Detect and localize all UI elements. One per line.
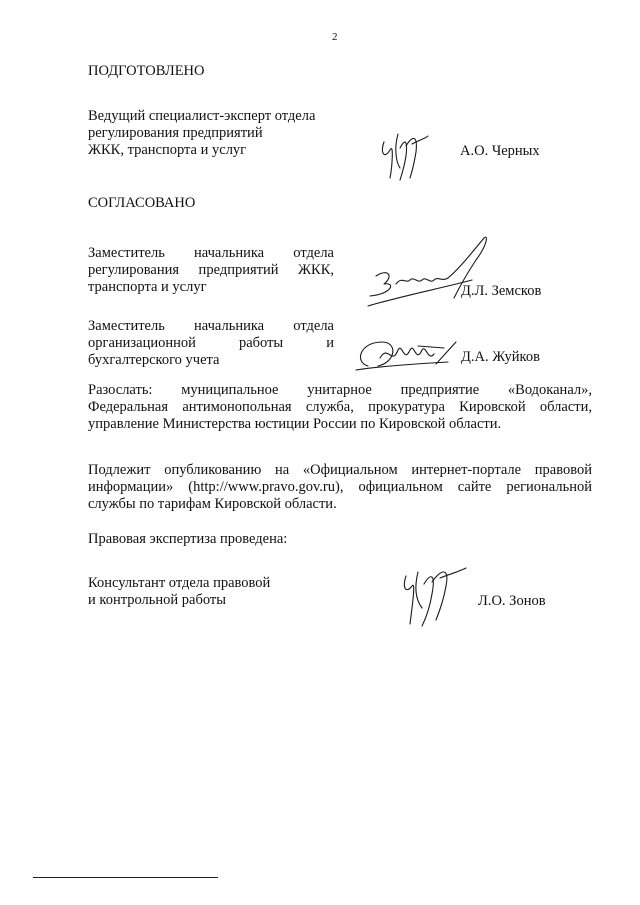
signer-1-position-line: Заместитель начальника отдела	[88, 245, 334, 261]
signer-1-position-line: регулирования предприятий ЖКК,	[88, 262, 334, 278]
prepared-position-line: регулирования предприятий	[88, 125, 263, 141]
distribution-line: Федеральная антимонопольная служба, прокуратура Кировской области,	[88, 399, 592, 415]
prepared-position-line: ЖКК, транспорта и услуг	[88, 142, 247, 158]
legal-review-position-line: и контрольной работы	[88, 592, 226, 608]
legal-review-text: Правовая экспертиза проведена:	[88, 531, 288, 547]
prepared-heading: ПОДГОТОВЛЕНО	[88, 63, 205, 79]
prepared-position-line: Ведущий специалист-эксперт отдела	[88, 108, 316, 124]
page-number: 2	[332, 31, 338, 43]
signer-2-position	[88, 318, 334, 369]
signature-zhuikov	[352, 336, 462, 376]
distribution-line: управление Министерства юстиции России по Кировской области.	[88, 416, 502, 432]
signature-chernykh	[376, 128, 436, 184]
legal-review-position-line: Консультант отдела правовой	[88, 575, 271, 591]
publication-line: информации» (http://www.pravo.gov.ru), официальном сайте региональной	[88, 479, 592, 495]
signature-zonov	[396, 564, 472, 630]
distribution-line: Разослать: муниципальное унитарное предприятие «Водоканал»,	[88, 382, 592, 398]
signer-1-position	[88, 245, 334, 296]
legal-review-name: Л.О. Зонов	[478, 593, 546, 609]
signer-2-position-line: организационной работы и	[88, 335, 334, 351]
signer-1-name: Д.Л. Земсков	[461, 283, 542, 299]
prepared-position	[88, 108, 348, 159]
publication-line: Подлежит опубликованию на «Официальном интернет-портале правовой	[88, 462, 592, 478]
signer-1-position-line: транспорта и услуг	[88, 279, 207, 295]
signer-2-position-line: Заместитель начальника отдела	[88, 318, 334, 334]
publication-line: службы по тарифам Кировской области.	[88, 496, 337, 512]
signer-2-position-line: бухгалтерского учета	[88, 352, 220, 368]
publication-block	[88, 462, 592, 513]
prepared-name: А.О. Черных	[460, 143, 540, 159]
signature-zemskov	[362, 232, 494, 312]
footnote-divider	[33, 877, 218, 878]
signer-2-name: Д.А. Жуйков	[461, 349, 540, 365]
agreed-heading: СОГЛАСОВАНО	[88, 195, 196, 211]
distribution-block	[88, 382, 592, 433]
legal-review-position	[88, 575, 348, 609]
